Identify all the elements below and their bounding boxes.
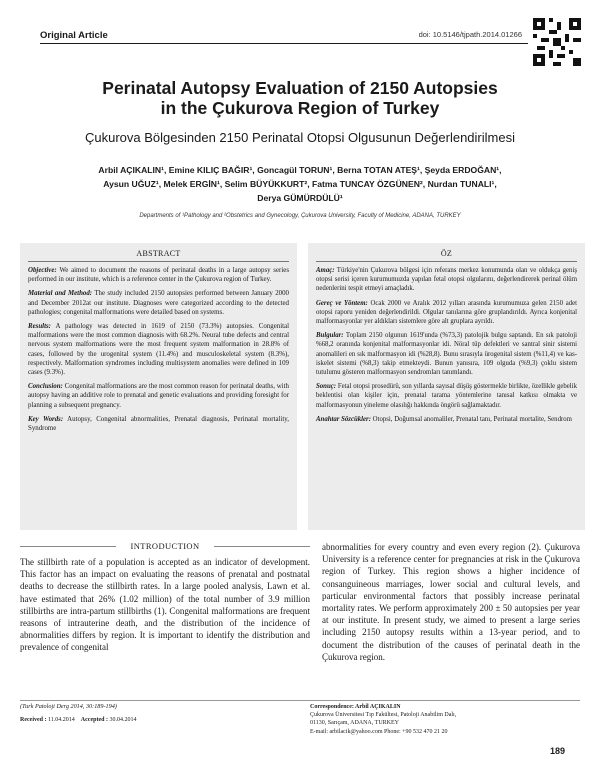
doi: doi: 10.5146/tjpath.2014.01266 [418,30,522,39]
oz-box [308,243,585,530]
header-divider [40,43,528,44]
abstract-results: Results: A pathology was detected in 1619 of 2150 (73.3%) autopsies. Congenital malformations were the most common diagnosis with 68.2%. Neural tube defects and central nervous system malformations were the most frequent system malformation in 28.8% of cases, followed by the urogenital system (11.4%) and musculoskeletal system (8.3%), respectively. Malformation syndromes including multisystem anomalies were defined in 109 cases (9.3%). [28,323,289,377]
abstract-divider [28,261,289,262]
author-list: Arbil AÇIKALIN¹, Emine KILIÇ BAĞIR¹, Goncagül TORUN¹, Berna TOTAN ATEŞ¹, Şeyda ERDOĞAN¹, Aysun UĞUZ¹, Melek ERGİN¹, Selim BÜYÜKKURT², Fatma TUNCAY ÖZGÜNEN², Nurdan TUNALI¹, Derya GÜMÜRDÜLÜ¹ [98,165,502,203]
page-number: 189 [550,746,566,756]
journal-citation: (Turk Patoloji Derg 2014, 30:189-194) [20,703,117,710]
abstract-conclusion: Conclusion: Congenital malformations are the most common reason for perinatal deaths, with autopsy having an additive role to prenatal and genetic evaluations and providing foresight for planning a subsequent pregnancy. [28,383,289,409]
introduction-heading: INTRODUCTION [130,541,200,551]
oz-amac: Amaç: Türkiye'nin Çukurova bölgesi için referans merkez konumunda olan ve oldukça geniş otopsi serisi içeren kurumumuzda yapılan fetal otopsi olgularını, değerlendirerek perinal ölüm nedenlerini tespit etmeyi amaçladık. [316,267,577,293]
correspondence-address-1: Çukurova Üniversitesi Tıp Fakültesi, Patoloji Anabilim Dalı, [310,712,457,719]
oz-yontem: Gereç ve Yöntem: Ocak 2000 ve Aralık 2012 yılları arasında kurumumuza gelen 2150 adet otopsi raporu yeniden değerlendirildi. Olgular tanılarına göre gruplandırıldı. Ayrıca konjenital malformasyonlar yer aldıkları sistemlere göre alt gruplara ayrıldı. [316,299,578,326]
correspondence-title: Correspondence: Arbil AÇIKALIN [310,704,401,710]
introduction-column-2: abnormalities for every country and even every region (2). Çukurova University is a reference center for pregnancies at risk in the Çukurova region of Turkey. This region shows a higher incidence of consanguineous marriages, lower social and cultural levels, and particular environmental factors that possibly increase perinatal mortality rates. We perform approximately 200 ± 50 autopsies per year at our institute. In present study, we aimed to present a large series including 2150 autopsy results within a 13-year period, and to document the distribution of the causes of perinatal death in the Çukurova region. [322,542,580,662]
oz-divider [316,261,577,262]
correspondence-divider [310,700,580,701]
abstract-body [28,266,289,438]
affiliation: Departments of ¹Pathology and ²Obstetrics and Gynecology, Çukurova University, Faculty of Medicine, ADANA, TURKEY [139,213,461,219]
abstract-methods: Material and Method: The study included 2150 autopsies performed between January 2000 and December 2012at our institute. Diagnoses were categorized according to the detected pathologies; congenital malformations were detailed based on systems. [28,290,289,316]
qr-code-icon [533,18,581,66]
abstract-objective: Objective: We aimed to document the reasons of perinatal deaths in a large autopsy series performed in our institute, which is a reference center in the Çukurova region of Turkey. [28,267,289,284]
abstract-box [20,243,297,530]
article-title: Perinatal Autopsy Evaluation of 2150 Autopsies in the Çukurova Region of Turkey [102,78,498,118]
oz-anahtar: Anahtar Sözcükler: Otopsi, Doğumsal anomaliler, Prenatal tanı, Perinatal mortalite, Sendrom [316,415,572,423]
abstract-keywords: Key Words: Autopsy, Congenital abnormalities, Prenatal diagnosis, Perinatal mortality, Syndrome [28,415,289,433]
article-type-label: Original Article [40,30,108,41]
oz-bulgular: Bulgular: Toplam 2150 olgunun 1619'unda (%73,3) patolojik bulgu saptandı. En sık patoloji %68,2 oranında konjenital malformasyonlar idi. Nöral tüp defektleri ve santral sinir sistemi anomalileri en sık malformasyon idi (%28,8). Bunu sırasıyla ürogenital sistem (%11,4) ve kas-iskelet sistemi (%8,3) takip etmekteydi. Bunun yanısıra, 109 olguda (%9,3) çoklu sistem tutulumu gösteren malformasyon sendromları tanımlandı. [316,332,578,377]
oz-sonuc: Sonuç: Fetal otopsi prosedürü, son yıllarda sayısal düşüş göstermekle birlikte, özellikle gebelik beklentisi olan kişiler için, prenatal tarama yöntemlerine tanısal katkısı olmakta ve malformasyonun yineleme olasılığı hakkında öngörü sağlamaktadır. [316,383,577,409]
citation-divider [20,700,310,701]
oz-body [316,266,577,429]
received-accepted-dates: Received : 11.04.2014 Accepted : 30.04.2014 [20,717,137,723]
oz-heading: ÖZ [440,249,453,258]
correspondence-contact: E-mail: arbilacik@yahoo.com Phone: +90 532 470 21 20 [310,728,448,735]
correspondence-block [310,703,580,736]
correspondence-address-2: 01130, Sarıçam, ADANA, TURKEY [310,720,399,727]
abstract-heading: ABSTRACT [136,249,181,258]
article-subtitle-turkish: Çukurova Bölgesinden 2150 Perinatal Otopsi Olgusunun Değerlendirilmesi [85,130,515,145]
introduction-column-1: The stillbirth rate of a population is accepted as an indicator of development. This factor has an impact on evaluating the reasons of prenatal and postnatal deaths to decrease the stillbirth rates. In a large pooled analysis, Lawn et al. have estimated that 26% (1.02 million) of the total number of 3.9 million stillbirths are intra-partum stillbirths (1). Congenital malformations are frequent reasons of intrauterine death, and the distribution of the incidence of abnormalities differs by region. It is important to identify the distribution and prevalence of congenital [20,557,310,653]
